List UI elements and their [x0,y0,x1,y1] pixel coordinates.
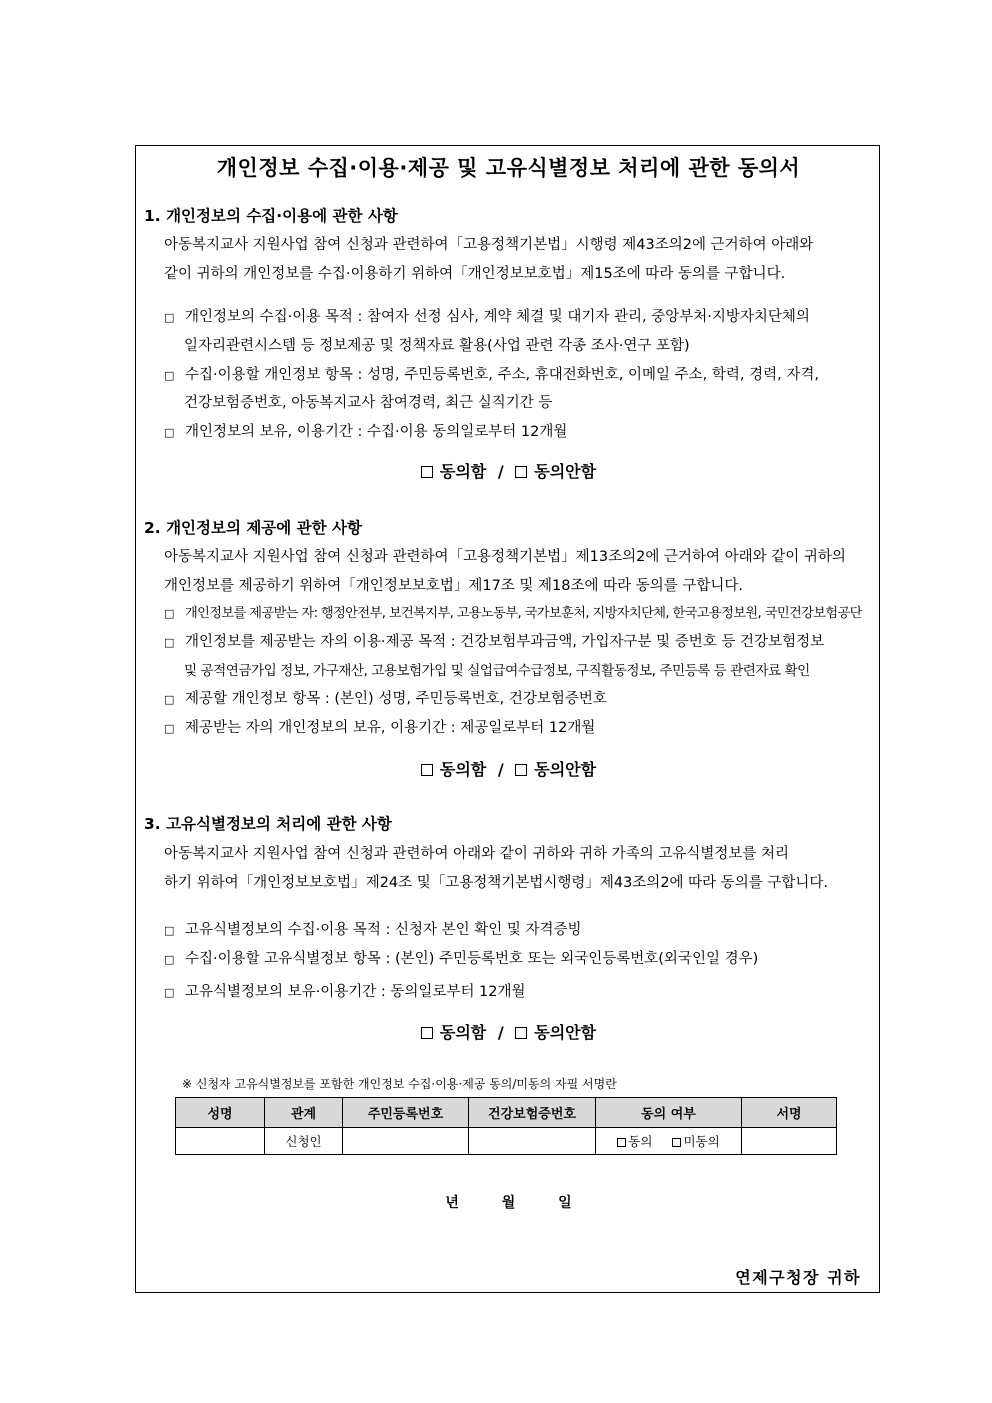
disagree-checkbox[interactable] [515,764,527,776]
signature-note: ※ 신청자 고유식별정보를 포함한 개인정보 수집·이용·제공 동의/미동의 자필 서명란 [182,1077,617,1091]
section-3-intro-line: 하기 위하여「개인정보보호법」제24조 및「고용정책기본법시행령」제43조의2에 따라 동의를 구합니다. [164,875,829,891]
square-bullet-icon: □ [164,986,175,999]
square-bullet-icon: □ [164,953,175,966]
section-2-item: □ 개인정보를 제공받는 자의 이용·제공 목적 : 건강보험부과금액, 가입자구분 및 증번호 등 건강보험정보 [164,634,825,650]
agree-checkbox[interactable] [421,1027,433,1039]
agree-checkbox[interactable] [421,764,433,776]
rrn-field[interactable] [343,1128,469,1155]
health-no-field[interactable] [469,1128,596,1155]
header-relation: 관계 [265,1098,343,1128]
section-1-consent-choice: 동의함 / 동의안함 [136,459,881,482]
agree-label: 동의함 [439,462,487,481]
section-1-item: □ 개인정보의 보유, 이용기간 : 수집·이용 동의일로부터 12개월 [164,424,568,440]
disagree-label: 동의안함 [534,760,597,779]
section-3-consent-choice: 동의함 / 동의안함 [136,1020,881,1043]
relation-cell: 신청인 [265,1128,343,1155]
section-1-item: □ 수집·이용할 개인정보 항목 : 성명, 주민등록번호, 주소, 휴대전화번호, 이메일 주소, 학력, 경력, 자격, [164,367,819,383]
section-1-intro-line: 같이 귀하의 개인정보를 수집·이용하기 위하여「개인정보보호법」제15조에 따라 동의를 구합니다. [164,266,786,282]
section-3-item: □ 고유식별정보의 수집·이용 목적 : 신청자 본인 확인 및 자격증빙 [164,922,582,938]
section-2-heading: 2. 개인정보의 제공에 관한 사항 [144,519,362,537]
agree-checkbox[interactable] [421,466,433,478]
header-rrn: 주민등록번호 [343,1098,469,1128]
addressee: 연제구청장 귀하 [735,1268,861,1287]
header-consent: 동의 여부 [596,1098,742,1128]
consent-cell [596,1128,742,1155]
square-bullet-icon: □ [164,607,174,620]
disagree-label: 동의안함 [534,1023,597,1042]
signature-field[interactable] [742,1128,837,1155]
form-title: 개인정보 수집·이용·제공 및 고유식별정보 처리에 관한 동의서 [216,156,801,180]
section-2-item: □ 제공받는 자의 개인정보의 보유, 이용기간 : 제공일로부터 12개월 [164,720,596,736]
disagree-checkbox[interactable] [515,466,527,478]
disagree-label: 동의안함 [534,462,597,481]
section-2-item: □ 개인정보를 제공받는 자: 행정안전부, 보건복지부, 고용노동부, 국가보훈처, 지방자치단체, 한국고용정보원, 국민건강보험공단 [164,606,862,621]
section-1-item: □ 개인정보의 수집·이용 목적 : 참여자 선정 심사, 계약 체결 및 대기자 관리, 중앙부처·지방자치단체의 [164,309,810,325]
header-sign: 서명 [742,1098,837,1128]
consent-yes-checkbox[interactable] [617,1138,626,1147]
section-1-heading: 1. 개인정보의 수집·이용에 관한 사항 [144,207,398,225]
table-row [176,1128,837,1155]
section-2-consent-choice: 동의함 / 동의안함 [136,757,881,780]
signature-table [175,1097,837,1155]
square-bullet-icon: □ [164,369,175,382]
square-bullet-icon: □ [164,924,175,937]
consent-no-checkbox[interactable] [672,1138,681,1147]
square-bullet-icon: □ [164,426,175,439]
square-bullet-icon: □ [164,636,175,649]
section-2-intro-line: 개인정보를 제공하기 위하여「개인정보보호법」제17조 및 제18조에 따라 동의를 구합니다. [164,578,744,594]
square-bullet-icon: □ [164,722,175,735]
signature-table-header [176,1098,837,1128]
section-3-heading: 3. 고유식별정보의 처리에 관한 사항 [144,815,392,833]
disagree-checkbox[interactable] [515,1027,527,1039]
section-1-intro-line: 아동복지교사 지원사업 참여 신청과 관련하여「고용정책기본법」시행령 제43조의2에 근거하여 아래와 [164,237,814,253]
section-1-item-continued: 일자리관련시스템 등 정보제공 및 정책자료 활용(사업 관련 각종 조사·연구 포함) [184,338,690,354]
consent-yes-label: 동의 [628,1134,653,1149]
section-2-item-continued: 및 공적연금가입 정보, 가구재산, 고용보험가입 및 실업급여수급정보, 구직활동정보, 주민등록 등 관련자료 확인 [184,663,810,679]
consent-no-label: 미동의 [683,1134,720,1149]
square-bullet-icon: □ [164,693,175,706]
agree-label: 동의함 [439,1023,487,1042]
section-3-intro-line: 아동복지교사 지원사업 참여 신청과 관련하여 아래와 같이 귀하와 귀하 가족의 고유식별정보를 처리 [164,846,789,862]
section-2-intro-line: 아동복지교사 지원사업 참여 신청과 관련하여「고용정책기본법」제13조의2에 근거하여 아래와 같이 귀하의 [164,549,846,565]
name-field[interactable] [176,1128,265,1155]
header-name: 성명 [176,1098,265,1128]
agree-label: 동의함 [439,760,487,779]
section-2-item: □ 제공할 개인정보 항목 : (본인) 성명, 주민등록번호, 건강보험증번호 [164,691,607,707]
section-3-item: □ 고유식별정보의 보유·이용기간 : 동의일로부터 12개월 [164,984,526,1000]
consent-form [135,145,880,1293]
section-1-item-continued: 건강보험증번호, 아동복지교사 참여경력, 최근 실직기간 등 [184,395,553,411]
header-health-no: 건강보험증번호 [469,1098,596,1128]
date-line: 년 월 일 [445,1195,572,1211]
square-bullet-icon: □ [164,311,175,324]
section-3-item: □ 수집·이용할 고유식별정보 항목 : (본인) 주민등록번호 또는 외국인등록번호(외국인일 경우) [164,951,759,967]
